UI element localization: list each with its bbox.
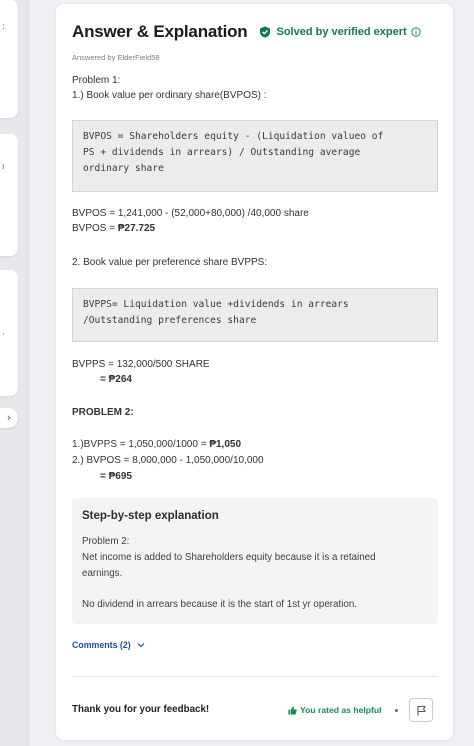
bvpos-result-value: ₱27.725 [117,223,156,234]
rail-mark: : [2,22,6,32]
step-paragraph-1-line-1: Net income is added to Shareholders equity because it is a retained [82,552,376,563]
problem1-title: Problem 1: [72,75,121,86]
rail-card[interactable] [0,134,18,256]
problem2-line-1 [72,438,241,452]
problem2-line-2: 2.) BVPOS = 8,000,000 - 1,050,000/10,000 [72,455,264,466]
answer-card [56,4,453,740]
separator-dot [395,709,398,712]
question1-title: 1.) Book value per ordinary share(BVPOS) : [72,90,267,101]
page-title: Answer & Explanation [72,22,248,41]
bvpps-result: = ₱264 [100,374,132,385]
rail-card[interactable] [0,270,18,396]
info-icon[interactable] [411,27,421,37]
report-flag-button[interactable] [409,698,433,722]
comments-toggle[interactable] [72,640,145,650]
chevron-down-icon [137,641,145,649]
rail-mark: ı [2,162,5,172]
question2-title: 2. Book value per preference share BVPPS: [72,257,268,268]
rated-helpful-button[interactable] [288,705,382,715]
rail-card[interactable] [0,0,18,118]
step-problem-label: Problem 2: [82,536,130,547]
bvpos-calculation: BVPOS = 1,241,000 - (52,000+80,000) /40,000 share [72,208,309,219]
problem2-line-3: = ₱695 [100,471,132,482]
step-paragraph-1-line-2: earnings. [82,568,123,579]
verified-badge-label: Solved by verified expert [276,26,407,38]
comments-label: Comments (2) [72,640,131,650]
code-block-formula-2: BVPPS= Liquidation value +dividends in arrears /Outstanding preferences share [72,288,438,342]
answered-by: Answered by ElderField58 [72,53,160,62]
rated-helpful-label: You rated as helpful [300,705,382,715]
problem2-line-1-label: 1.)BVPPS = 1,050,000/1000 = [72,439,210,450]
bvpps-calculation: BVPPS = 132,000/500 SHARE [72,359,210,370]
shield-check-icon [259,26,271,38]
flag-icon [416,705,427,716]
bvpos-result [72,222,155,236]
rail-mark: · [2,330,5,340]
step-paragraph-2: No dividend in arrears because it is the start of 1st yr operation. [82,599,357,610]
left-rail [0,0,30,746]
feedback-thanks: Thank you for your feedback! [72,704,210,715]
step-by-step-panel [72,498,438,624]
divider [72,676,438,677]
verified-badge [259,26,420,38]
chevron-right-icon: › [6,411,12,424]
step-by-step-heading: Step-by-step explanation [82,510,219,522]
bvpos-result-label: BVPOS = [72,223,118,234]
answer-header [72,22,421,42]
expand-sidebar-button[interactable] [0,408,18,428]
thumbs-up-icon [288,706,297,715]
code-block-formula-1: BVPOS = Shareholders equity - (Liquidation valueo of PS + dividends in arrears) / Outstanding average ordinary share [72,120,438,192]
problem2-title: PROBLEM 2: [72,407,134,418]
problem2-line-1-value: ₱1,050 [209,439,242,450]
